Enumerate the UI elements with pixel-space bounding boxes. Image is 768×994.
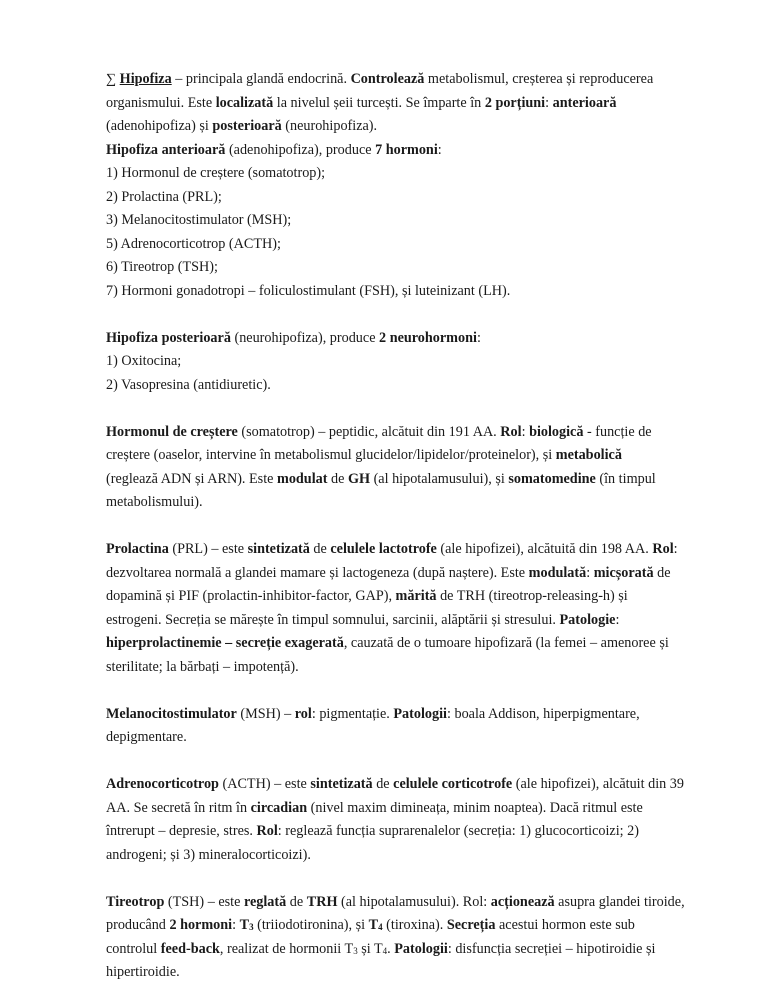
text: AA. Se secretă în ritm în <box>106 799 251 816</box>
term: Prolactina <box>106 541 169 557</box>
text: (ale hipofizei), alcătuită din 198 AA. <box>436 541 653 557</box>
text: , cauzată de o tumoare hipofizară (la femei – amenoree și <box>343 635 669 651</box>
term: modulată <box>528 564 587 581</box>
term: modulat <box>277 470 328 487</box>
spacer <box>106 750 716 774</box>
term: 2 hormoni <box>169 917 233 933</box>
term: posterioară <box>212 118 282 134</box>
term: Rol <box>500 423 522 440</box>
text: : <box>437 141 442 158</box>
text: de <box>286 893 307 910</box>
acth-line-4 <box>106 844 716 868</box>
term: celulele corticotrofe <box>393 776 513 792</box>
text: de TRH (tireotrop-releasing-h) și <box>436 588 628 604</box>
text: - funcție de <box>583 423 652 440</box>
term: Rol <box>652 541 674 557</box>
text: creștere (oaselor, intervine în metabolismul glucidelor/lipidelor/proteinelor), și <box>106 447 556 463</box>
term: sintetizată <box>310 776 373 792</box>
text: estrogeni. Secreția se mărește în timpul somnului, sarcinii, alăptării și stresului. <box>106 611 560 628</box>
term: Patologii <box>394 940 448 957</box>
term: biologică <box>529 423 584 440</box>
text: organismului. Este <box>106 94 216 111</box>
text: asupra glandei tiroide, <box>554 893 685 910</box>
text: sterilitate; la bărbați – impotență). <box>106 658 299 675</box>
term: Patologie <box>559 611 616 628</box>
growth-line-3 <box>106 468 716 492</box>
text: producând <box>106 917 170 933</box>
term: Hipofiza posterioară <box>106 329 231 346</box>
growth-line-4 <box>106 491 716 515</box>
term: Patologii <box>393 705 447 722</box>
msh-line-2 <box>106 726 716 750</box>
text: hipertiroidie. <box>106 964 180 980</box>
text: (PRL) – este <box>168 541 248 557</box>
term: micșorată <box>593 564 654 581</box>
text: metabolismul, creșterea și reproducerea <box>424 71 654 87</box>
text: androgeni; și 3) mineralocorticoizi). <box>106 846 311 863</box>
text: (al hipotalamusului), și <box>370 470 509 487</box>
text: (neurohipofiza). <box>281 118 378 134</box>
text: : <box>673 541 678 557</box>
text: : <box>521 423 530 440</box>
text: acestui hormon este sub <box>495 917 635 933</box>
acth-line-1 <box>106 773 716 797</box>
text: : <box>232 917 240 933</box>
text: de <box>327 470 348 487</box>
prolactin-line-1 <box>106 538 716 562</box>
term: T <box>239 917 250 933</box>
text: metabolismului). <box>106 494 203 510</box>
term: Adrenocorticotrop <box>106 776 219 792</box>
term: 2 neurohormoni <box>379 329 477 346</box>
term: rol <box>294 705 312 722</box>
term: celulele lactotrofe <box>330 541 437 557</box>
spacer <box>106 515 716 539</box>
prolactin-line-4 <box>106 609 716 633</box>
text: (nivel maxim dimineața, minim noaptea). Dacă ritmul este <box>307 799 643 816</box>
text: (ACTH) – este <box>218 776 311 792</box>
term: GH <box>347 470 371 487</box>
tsh-line-3 <box>106 938 716 962</box>
anterior-heading <box>106 139 716 163</box>
list-item: 7) Hormoni gonadotropi – foliculostimulant (FSH), și luteinizant (LH). <box>106 282 511 299</box>
spacer <box>106 679 716 703</box>
term: hiperprolactinemie – secreție exagerată <box>106 635 344 651</box>
text: – principala glandă endocrină. <box>171 71 351 87</box>
term: T <box>368 917 379 933</box>
sum-symbol: ∑ <box>106 71 117 87</box>
text: (ale hipofizei), alcătuit din 39 <box>512 776 684 792</box>
text: (neurohipofiza), produce <box>230 329 380 346</box>
term: 2 porțiuni <box>484 94 546 111</box>
tsh-line-1 <box>106 891 716 915</box>
list-item: 3) Melanocitostimulator (MSH); <box>106 212 292 228</box>
text: de <box>309 541 331 557</box>
intro-line-1 <box>106 68 716 92</box>
term: reglată <box>243 893 287 910</box>
term: metabolică <box>555 447 622 463</box>
term: somatomedine <box>508 470 596 487</box>
intro-line-2 <box>106 92 716 116</box>
acth-line-2 <box>106 797 716 821</box>
growth-line-1 <box>106 421 716 445</box>
term: localizată <box>215 94 274 111</box>
intro-line-3 <box>106 115 716 139</box>
prolactin-line-2 <box>106 562 716 586</box>
text: (somatotrop) – peptidic, alcătuit din 191 AA. <box>237 423 501 440</box>
term: Rol <box>256 823 278 839</box>
text: , realizat de hormonii T <box>219 940 354 957</box>
text: : <box>545 94 553 111</box>
term: 7 hormoni <box>375 141 438 158</box>
term: mărită <box>395 588 437 604</box>
text: de <box>372 776 394 792</box>
text: : boala Addison, hiperpigmentare, <box>446 705 640 722</box>
list-item: 5) Adrenocorticotrop (ACTH); <box>106 235 281 252</box>
text: dezvoltarea normală a glandei mamare și lactogeneza (după naștere). Este <box>106 564 529 581</box>
growth-line-2 <box>106 444 716 468</box>
list-item: 2) Vasopresina (antidiuretic). <box>106 376 271 393</box>
subscript: 4 <box>378 922 383 932</box>
text: (MSH) – <box>236 705 295 722</box>
spacer <box>106 397 716 421</box>
term-hipofiza: Hipofiza <box>119 71 172 87</box>
term: Controlează <box>350 71 425 87</box>
term: anterioară <box>552 94 617 111</box>
subscript: 4 <box>382 945 388 956</box>
msh-line-1 <box>106 703 716 727</box>
subscript: 3 <box>353 945 358 956</box>
list-item: 1) Hormonul de creștere (somatotrop); <box>106 165 326 181</box>
text: : <box>476 329 481 346</box>
text: de <box>653 564 671 581</box>
text: (reglează ADN și ARN). Este <box>106 470 277 487</box>
tsh-line-2 <box>106 914 716 938</box>
text: : disfuncția secreției – hipotiroidie și <box>447 940 656 957</box>
text: (triiodotironina), și <box>253 917 369 933</box>
term: Secreția <box>446 917 496 933</box>
document-body <box>106 68 716 985</box>
posterior-heading <box>106 327 716 351</box>
prolactin-line-5 <box>106 632 716 656</box>
text: (adenohipofiza) și <box>106 118 213 134</box>
text: : <box>615 611 620 628</box>
text: depigmentare. <box>106 729 187 745</box>
text: (al hipotalamusului). Rol: <box>337 893 491 910</box>
text: dopamină și PIF (prolactin-inhibitor-factor, GAP), <box>106 588 396 604</box>
subscript: 3 <box>249 922 254 932</box>
list-item: 2) Prolactina (PRL); <box>106 188 222 205</box>
list-item: 1) Oxitocina; <box>106 353 182 369</box>
term: Melanocitostimulator <box>106 705 237 722</box>
text: . <box>387 940 395 957</box>
prolactin-line-6 <box>106 656 716 680</box>
term: sintetizată <box>247 541 310 557</box>
text: (în timpul <box>595 470 656 487</box>
text: (adenohipofiza), produce <box>225 141 376 158</box>
term: acționează <box>490 893 555 910</box>
term: Hipofiza anterioară <box>106 141 226 158</box>
term: TRH <box>306 893 338 910</box>
text: (TSH) – este <box>164 893 244 910</box>
text: la nivelul șeii turcești. Se împarte în <box>273 94 485 111</box>
term: feed-back <box>160 940 220 957</box>
term: Tireotrop <box>106 893 165 910</box>
text: : reglează funcția suprarenalelor (secreția: 1) glucocorticoizi; 2) <box>277 823 639 839</box>
text: întrerupt – depresie, stres. <box>106 823 257 839</box>
text: : <box>586 564 594 581</box>
list-item: 6) Tireotrop (TSH); <box>106 259 218 275</box>
tsh-line-4 <box>106 961 716 985</box>
prolactin-line-3 <box>106 585 716 609</box>
acth-line-3 <box>106 820 716 844</box>
term: Hormonul de creștere <box>106 423 238 440</box>
text: : pigmentație. <box>311 705 394 722</box>
text: (tiroxina). <box>382 917 447 933</box>
spacer <box>106 303 716 327</box>
spacer <box>106 867 716 891</box>
text: controlul <box>106 940 161 957</box>
term: circadian <box>250 799 308 816</box>
text: și T <box>357 940 383 957</box>
